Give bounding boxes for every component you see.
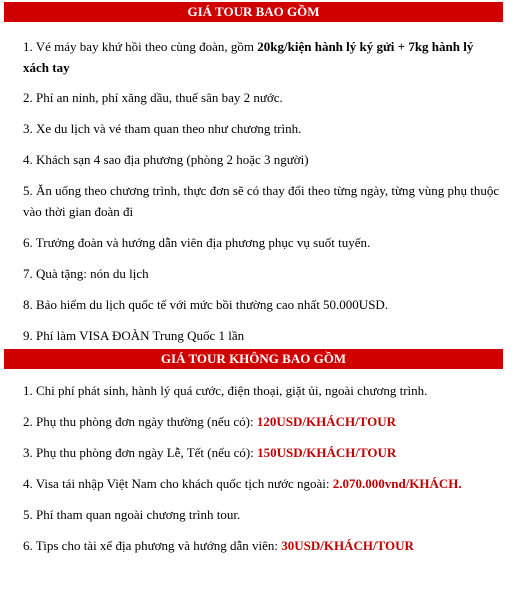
excluded-item-3-text: 3. Phụ thu phòng đơn ngày Lễ, Tết (nếu có): (23, 445, 258, 460)
included-header: GIÁ TOUR BAO GỒM (4, 2, 503, 22)
included-item-4: 4. Khách sạn 4 sao địa phương (phòng 2 hoặc 3 người) (23, 152, 309, 167)
included-item-2: 2. Phí an ninh, phí xăng dầu, thuế sân bay 2 nước. (23, 90, 283, 105)
included-item-7: 7. Quà tặng: nón du lịch (23, 266, 149, 281)
included-item-1 (23, 36, 501, 78)
excluded-item-4 (23, 473, 501, 494)
excluded-item-6-text: 6. Tips cho tài xế địa phương và hướng dẫn viên: (23, 538, 282, 553)
included-item-5: 5. Ăn uống theo chương trình, thực đơn sẽ có thay đổi theo từng ngày, từng vùng phụ thuộc vào thời gian đoàn đi (23, 183, 500, 219)
excluded-item-1: 1. Chi phí phát sinh, hành lý quá cước, điện thoại, giặt ủi, ngoài chương trình. (23, 383, 428, 398)
excluded-item-3-price: 150USD/KHÁCH/TOUR (257, 445, 397, 460)
excluded-item-4-price: 2.070.000vnd/KHÁCH. (332, 476, 462, 491)
excluded-item-2 (23, 411, 501, 432)
excluded-item-6-price: 30USD/KHÁCH/TOUR (281, 538, 414, 553)
excluded-item-4-text: 4. Visa tái nhập Việt Nam cho khách quốc tịch nước ngoài: (23, 476, 333, 491)
included-item-3: 3. Xe du lịch và vé tham quan theo như chương trình. (23, 121, 302, 136)
included-item-6: 6. Trưởng đoàn và hướng dẫn viên địa phương phục vụ suốt tuyến. (23, 235, 371, 250)
included-item-9: 9. Phí làm VISA ĐOÀN Trung Quốc 1 lần (23, 328, 245, 343)
included-item-1-text: 1. Vé máy bay khứ hồi theo cùng đoàn, gồm (23, 39, 258, 54)
excluded-item-2-price: 120USD/KHÁCH/TOUR (256, 414, 397, 429)
excluded-header: GIÁ TOUR KHÔNG BAO GỒM (4, 349, 503, 369)
included-item-1-bold: 20kg/kiện hành lý ký gửi + 7kg hành lý xách tay (23, 39, 474, 75)
excluded-item-3 (23, 442, 501, 463)
excluded-item-5: 5. Phí tham quan ngoài chương trình tour. (23, 507, 241, 522)
included-item-8: 8. Bảo hiểm du lịch quốc tế với mức bồi thường cao nhất 50.000USD. (23, 297, 389, 312)
excluded-item-6 (23, 535, 501, 556)
excluded-item-2-text: 2. Phụ thu phòng đơn ngày thường (nếu có): (23, 414, 257, 429)
